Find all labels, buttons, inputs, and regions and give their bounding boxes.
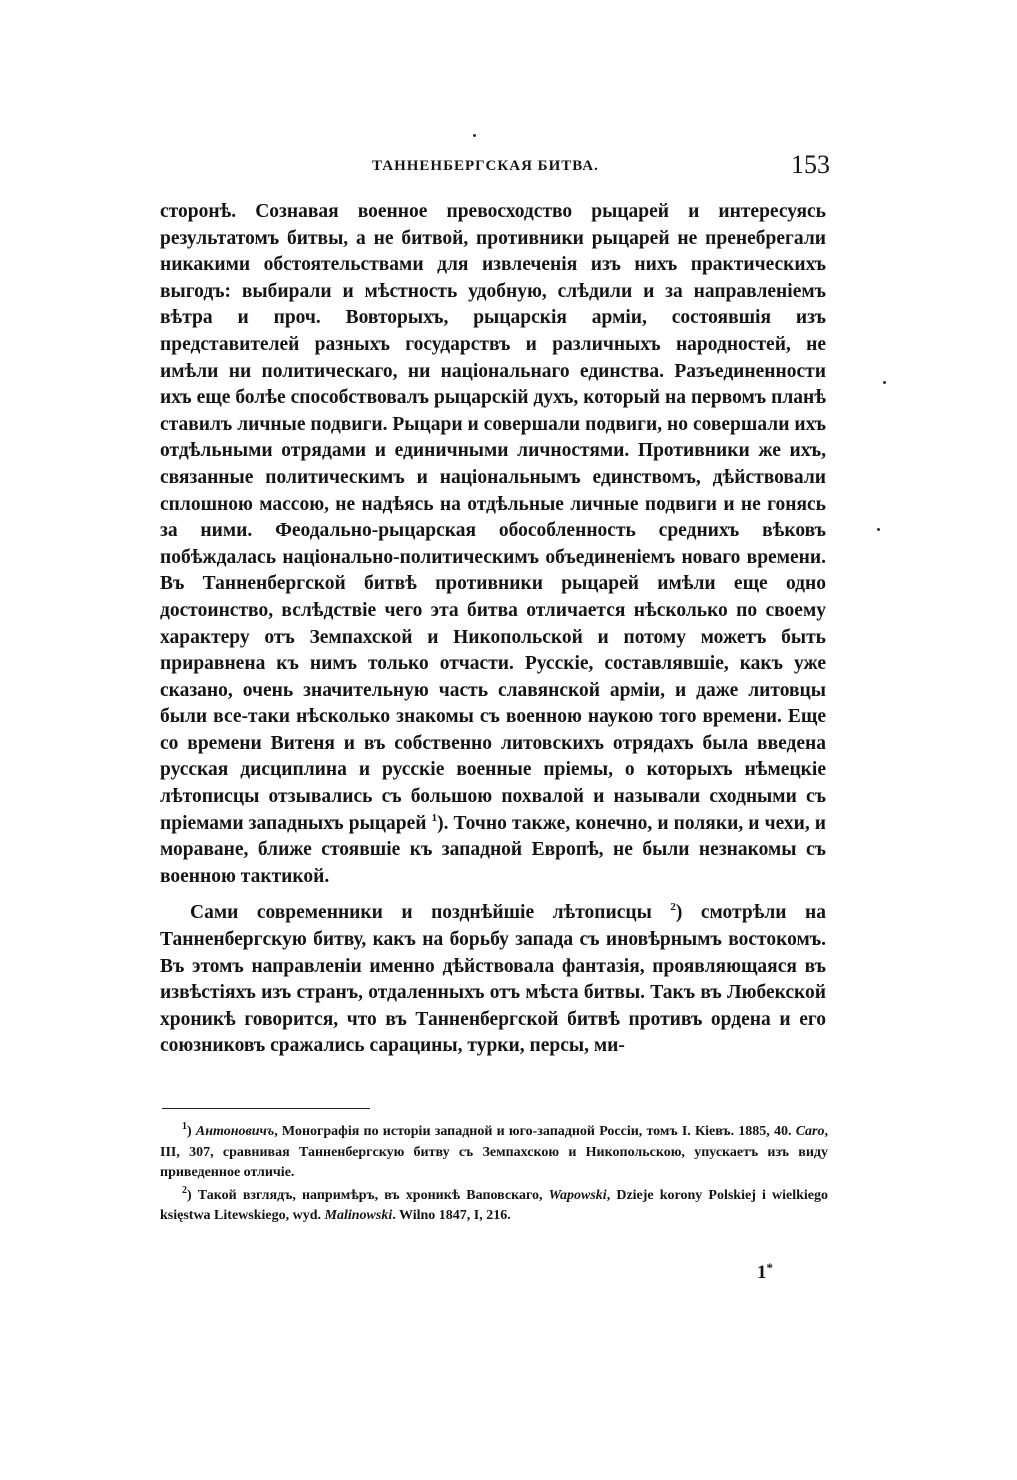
footnote-2-text-c: . Wilno 1847, I, 216. — [392, 1208, 511, 1223]
running-head: ТАННЕНБЕРГСКАЯ БИТВА. — [372, 158, 599, 174]
footnote-1-author: Антоновичъ — [195, 1124, 275, 1139]
print-speck — [883, 381, 886, 384]
paragraph-1 — [160, 199, 826, 890]
footnote-2-text-b: , Dzieje korony Polskiej i wielkiego księstwa Litewskiego, wyd. — [160, 1187, 828, 1223]
signature-number: 1 — [757, 1262, 767, 1283]
footnote-1-caro: Caro — [795, 1124, 825, 1139]
main-text — [160, 199, 826, 1060]
footnote-1-text-a: , Монографія по исторіи западной и юго-западной Россіи, томъ I. Кіевъ. 1885, 40. — [274, 1124, 792, 1139]
footnote-1: $^1$) Антоновичъ, Монографія по исторіи западной и юго-западной Россіи, томъ I. Кіевъ. 1885, 40. Caro, III, 307, сравнивая Танненбергскую битву съ Земпахскою и Никопольскою, упускаетъ изъ виду приведенное отличіе. — [160, 1121, 828, 1180]
footnote-1-mark: 1 — [182, 1121, 187, 1132]
footnote-2-text-a: ) Такой взглядъ, напримѣръ, въ хроникѣ Ваповскаго, — [187, 1187, 543, 1203]
footnote-ref-1[interactable]: 1 — [431, 811, 438, 824]
footnote-2-malinowski: Malinowski — [324, 1208, 393, 1223]
paragraph-2-head: Сами современники и позднѣйшіе лѣтописцы — [190, 902, 652, 924]
signature-star: * — [766, 1260, 773, 1275]
print-speck — [877, 528, 880, 531]
footnote-2-wapowski: Wapowski — [548, 1187, 607, 1203]
footnote-divider — [162, 1108, 370, 1109]
printer-signature — [757, 1262, 773, 1284]
paragraph-1-tail: ). Точно также, конечно, и поляки, и чехи, и мораване, ближе стоявшіе къ западной Европѣ, не были незнакомы съ военною тактикой. — [160, 812, 827, 887]
footnotes — [160, 1122, 828, 1229]
footnote-ref-2[interactable]: 2 — [670, 901, 676, 914]
paragraph-1-text: сторонѣ. Сознавая военное превосходство рыцарей и интересуясь результатомъ битвы, а не битвой, противники рыцарей не пренебрегали никакими обстоятельствами для извлеченія изъ нихъ практическихъ выгодъ: выбирали и мѣстность удобную, слѣдили и за направленіемъ вѣтра и проч. Вовторыхъ, рыцарскія арміи, состоявшія изъ представителей разныхъ государствъ и различныхъ народностей, не имѣли ни политическаго, ни національнаго единства. Разъединенности ихъ еще болѣе способствовалъ рыцарскій духъ, который на первомъ планѣ ставилъ личные подвиги. Рыцари и совершали подвиги, но совершали ихъ отдѣльными отрядами и единичными личностями. Противники же ихъ, связанные политическимъ и національнымъ единствомъ, дѣйствовали сплошною массою, не надѣясь на отдѣльные личные подвиги и не гонясь за ними. Феодально-рыцарская обособленность среднихъ вѣковъ побѣждалась національно-политическимъ объединеніемъ новаго времени. Въ Танненбергской битвѣ противники рыцарей имѣли еще одно достоинство, вслѣдствіе чего эта битва отличается нѣсколько по своему характеру отъ Земпахской и Никопольской и потому можетъ быть приравнена къ нимъ только отчасти. Русскіе, составлявшіе, какъ уже сказано, очень значительную часть славянской арміи, и даже литовцы были все-таки нѣсколько знакомы съ военною наукою того времени. Еще со времени Витеня и въ собственно литовскихъ отрядахъ была введена русская дисциплина и русскіе военные пріемы, о которыхъ нѣмецкіе лѣтописцы отзывались съ большою похвалой и называли сходными съ пріемами западныхъ рыцарей — [160, 201, 826, 834]
page-header — [160, 150, 830, 184]
page-number: 153 — [791, 150, 830, 179]
footnote-1-text-b: , III, 307, сравнивая Танненбергскую битву съ Земпахскою и Никопольскою, упускаетъ изъ виду приведенное отличіе. — [160, 1124, 828, 1180]
footnote-2 — [160, 1186, 828, 1227]
paragraph-2-tail: ) смотрѣли на Танненбергскую битву, какъ на борьбу запада съ иновѣрнымъ востокомъ. Въ этомъ направленіи именно дѣйствовала фантазія, проявляющаяся въ извѣстіяхъ изъ странъ, отдаленныхъ отъ мѣста битвы. Такъ въ Любекской хроникѣ говорится, что въ Танненбергской битвѣ противъ ордена и его союзниковъ сражались сарацины, турки, персы, ми- — [160, 902, 826, 1057]
footnote-2-mark: 2 — [182, 1184, 187, 1196]
paragraph-2 — [160, 900, 826, 1060]
print-speck — [473, 134, 476, 137]
